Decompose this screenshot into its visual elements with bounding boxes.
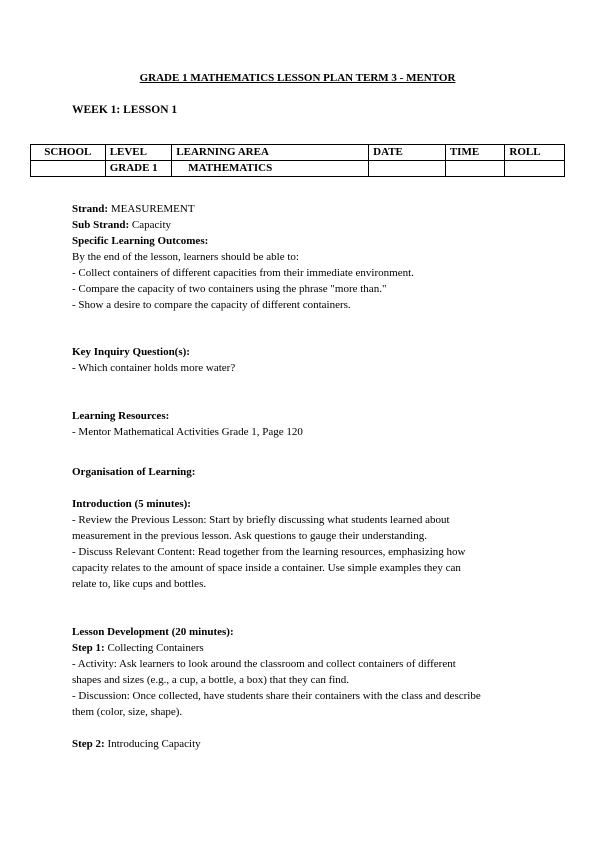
- inquiry-item: - Which container holds more water?: [72, 362, 236, 374]
- table-header-row: [31, 145, 565, 161]
- outcome-item: - Compare the capacity of two containers using the phrase "more than.": [72, 283, 387, 295]
- step1-text: - Discussion: Once collected, have students share their containers with the class and describe: [72, 690, 481, 702]
- cell-learning-area: MATHEMATICS: [172, 161, 369, 177]
- step1-label: Step 1:: [72, 642, 105, 654]
- sub-strand-value: Capacity: [129, 219, 172, 231]
- lesson-content: [72, 201, 532, 752]
- cell-time: [445, 161, 505, 177]
- cell-roll: [505, 161, 565, 177]
- sub-strand-label: Sub Strand:: [72, 219, 130, 231]
- header-level: LEVEL: [105, 145, 172, 161]
- introduction-line: - Review the Previous Lesson: Start by briefly discussing what students learned about: [72, 514, 450, 526]
- sub-strand-line: [72, 217, 532, 233]
- header-roll: ROLL: [505, 145, 565, 161]
- step2-value: Introducing Capacity: [104, 738, 201, 750]
- cell-school: [31, 161, 106, 177]
- introduction-line: capacity relates to the amount of space inside a container. Use simple examples they can: [72, 562, 461, 574]
- outcomes-intro: By the end of the lesson, learners should be able to:: [72, 251, 299, 263]
- document-title: GRADE 1 MATHEMATICS LESSON PLAN TERM 3 - MENTOR: [139, 72, 456, 84]
- organisation-heading: Organisation of Learning:: [72, 466, 196, 478]
- step1-value: Collecting Containers: [104, 642, 204, 654]
- outcomes-heading: Specific Learning Outcomes:: [72, 235, 209, 247]
- introduction-line: relate to, like cups and bottles.: [72, 578, 207, 590]
- outcome-item: - Show a desire to compare the capacity of different containers.: [72, 299, 351, 311]
- strand-value: MEASUREMENT: [108, 203, 195, 215]
- development-heading: Lesson Development (20 minutes):: [72, 626, 234, 638]
- header-date: DATE: [369, 145, 446, 161]
- resource-item: - Mentor Mathematical Activities Grade 1, Page 120: [72, 426, 303, 438]
- table-value-row: [31, 161, 565, 177]
- lesson-info-table: [30, 144, 565, 177]
- header-learning-area: LEARNING AREA: [172, 145, 369, 161]
- strand-line: [72, 201, 532, 217]
- resources-heading: Learning Resources:: [72, 410, 170, 422]
- step1-text: them (color, size, shape).: [72, 706, 183, 718]
- step2-line: [72, 736, 532, 752]
- step2-label: Step 2:: [72, 738, 105, 750]
- step1-text: shapes and sizes (e.g., a cup, a bottle, a box) that they can find.: [72, 674, 350, 686]
- inquiry-heading: Key Inquiry Question(s):: [72, 346, 190, 358]
- header-school: SCHOOL: [31, 145, 106, 161]
- cell-level: GRADE 1: [105, 161, 172, 177]
- strand-label: Strand:: [72, 203, 109, 215]
- week-lesson-heading: WEEK 1: LESSON 1: [72, 104, 178, 116]
- introduction-line: - Discuss Relevant Content: Read together from the learning resources, emphasizing how: [72, 546, 466, 558]
- outcome-item: - Collect containers of different capacities from their immediate environment.: [72, 267, 414, 279]
- introduction-heading: Introduction (5 minutes):: [72, 498, 191, 510]
- step1-line: [72, 640, 532, 656]
- cell-date: [369, 161, 446, 177]
- step1-text: - Activity: Ask learners to look around the classroom and collect containers of different: [72, 658, 456, 670]
- header-time: TIME: [445, 145, 505, 161]
- introduction-line: measurement in the previous lesson. Ask questions to gauge their understanding.: [72, 530, 427, 542]
